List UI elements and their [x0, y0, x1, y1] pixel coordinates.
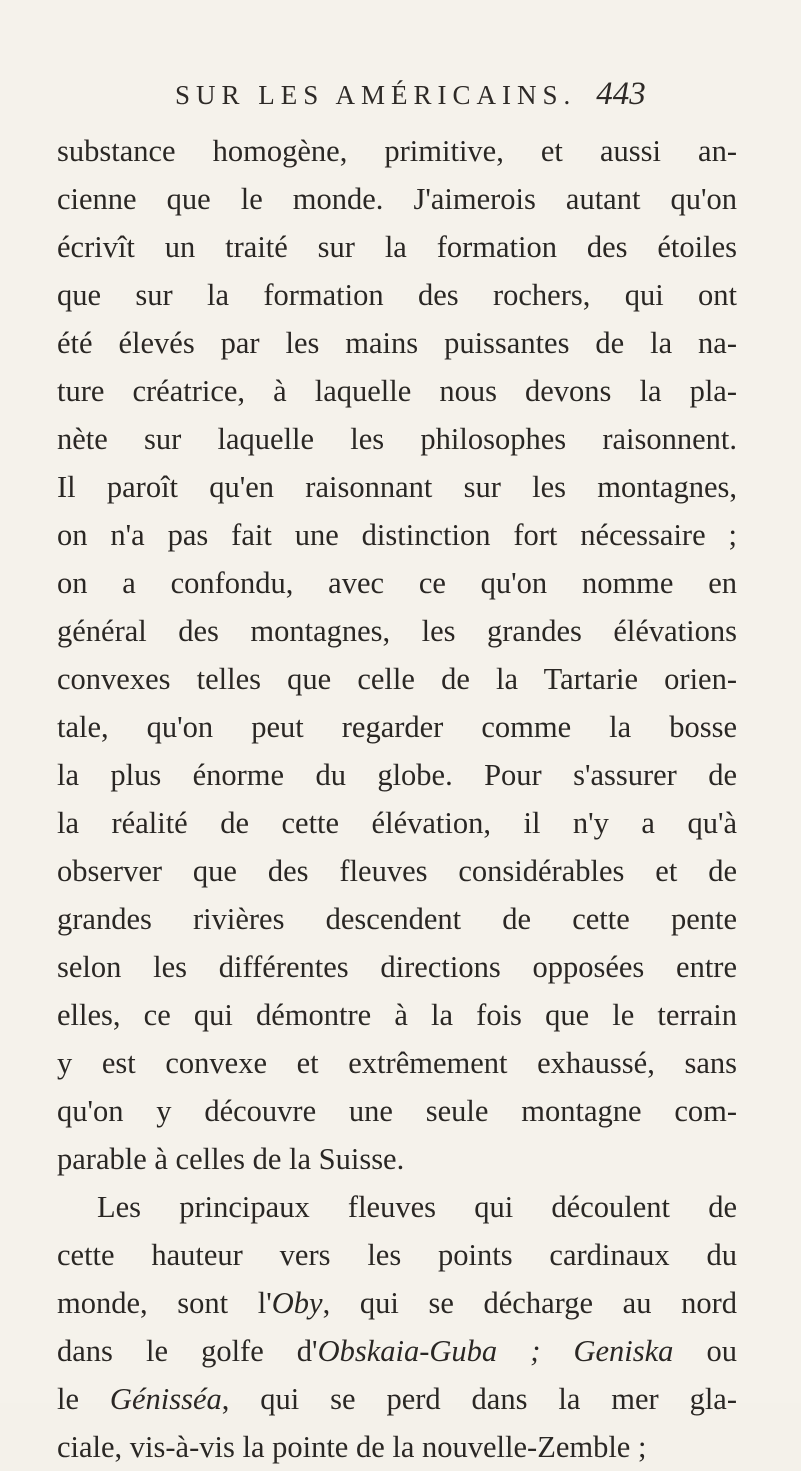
text-segment: , qui se décharge au nord [322, 1286, 737, 1320]
text-line: écrivît un traité sur la formation des étoiles [57, 230, 737, 264]
text-line-mixed [57, 1375, 737, 1423]
text-line-mixed [57, 1327, 737, 1375]
text-segment: ou [673, 1334, 737, 1368]
text-segment: , qui se perd dans la mer gla- [221, 1382, 737, 1416]
text-line: substance homogène, primitive, et aussi an- [57, 134, 737, 168]
text-line: cette hauteur vers les points cardinaux du [57, 1238, 737, 1272]
place-name: Génisséa [109, 1382, 222, 1416]
running-head [175, 76, 755, 126]
text-line-mixed [57, 1279, 737, 1327]
text-line: ture créatrice, à laquelle nous devons la pla- [57, 374, 737, 408]
place-name: Obskaia-Guba ; Geniska [317, 1334, 674, 1368]
text-line: Les principaux fleuves qui découlent de [97, 1190, 737, 1224]
text-line: qu'on y découvre une seule montagne com- [57, 1094, 737, 1128]
text-line: selon les différentes directions opposées entre [57, 950, 737, 984]
text-line: parable à celles de la Suisse. [57, 1142, 405, 1176]
text-line: la réalité de cette élévation, il n'y a qu'à [57, 806, 737, 840]
text-line: tale, qu'on peut regarder comme la bosse [57, 710, 737, 744]
text-segment: le [57, 1382, 110, 1416]
text-line: général des montagnes, les grandes élévations [57, 614, 737, 648]
text-line: nète sur laquelle les philosophes raisonnent. [57, 422, 737, 456]
text-line: grandes rivières descendent de cette pente [57, 902, 737, 936]
text-line: convexes telles que celle de la Tartarie orien- [57, 662, 737, 696]
text-line: que sur la formation des rochers, qui ont [57, 278, 737, 312]
text-line: la plus énorme du globe. Pour s'assurer de [57, 758, 737, 792]
text-line: Il paroît qu'en raisonnant sur les montagnes, [57, 470, 737, 504]
body-text [57, 127, 737, 1471]
text-line: on a confondu, avec ce qu'on nomme en [57, 566, 737, 600]
place-name: Oby [271, 1286, 323, 1320]
text-line: cienne que le monde. J'aimerois autant qu'on [57, 182, 737, 216]
text-line: y est convexe et extrêmement exhaussé, sans [57, 1046, 737, 1080]
text-line: on n'a pas fait une distinction fort nécessaire ; [57, 518, 737, 552]
text-line: elles, ce qui démontre à la fois que le terrain [57, 998, 737, 1032]
text-segment: dans le golfe d' [57, 1334, 318, 1368]
text-line: observer que des fleuves considérables et de [57, 854, 737, 888]
text-segment: monde, sont l' [57, 1286, 272, 1320]
text-line: ciale, vis-à-vis la pointe de la nouvelle-Zemble ; [57, 1430, 647, 1464]
page-number: 443 [596, 76, 646, 112]
text-line: été élevés par les mains puissantes de la na- [57, 326, 737, 360]
running-title: SUR LES AMÉRICAINS. [175, 80, 577, 110]
